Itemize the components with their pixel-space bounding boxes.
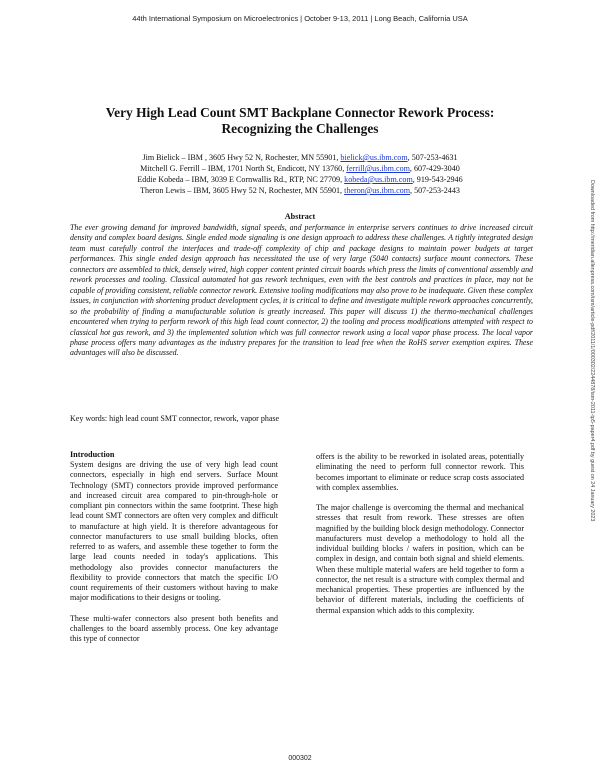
body-paragraph: These multi-wafer connectors also present both benefits and challenges to the board assembly process. One key advantage this type of connector	[70, 613, 278, 643]
title-line-1: Very High Lead Count SMT Backplane Connector Rework Process:	[105, 105, 495, 120]
keywords: Key words: high lead count SMT connector, rework, vapor phase	[70, 414, 280, 423]
author-email-link[interactable]: ferrill@us.ibm.com	[346, 164, 410, 173]
title-line-2: Recognizing the Challenges	[221, 121, 379, 136]
conference-header: 44th International Symposium on Microelectronics | October 9-13, 2011 | Long Beach, California USA	[132, 14, 468, 23]
body-paragraph: System designs are driving the use of very high lead count connectors, especially in high end servers. Surface Mount Technology (SMT) connectors provide improved performance and increased circuit area compared to pin-through-hole or compliant pin connectors within the same footprint. These high lead count SMT connectors are often very complex and difficult to manufacture at high yield. It is therefore advantageous for connector manufacturers to use small building blocks, often referred to as wafers, and assemble these together to form the large lead counts needed in today's applications. This methodology also provides connector manufacturers the flexibility to provide connectors that match the specific I/O count requirements of their customers without having to make major modifications to their designs or tooling.	[70, 460, 278, 603]
author-line: Jim Bielick – IBM , 3605 Hwy 52 N, Rochester, MN 55901, bielick@us.ibm.com, 507-253-4631	[142, 153, 458, 162]
abstract-text: The ever growing demand for improved bandwidth, signal speeds, and performance in enterprise servers continues to drive increased circuit density and complex board designs. Single ended mode signaling is one design approach to address these challenges. A tightly integrated design team must carefully control the interfaces and trade-off complexity of chip and package designs to maintain power budgets at target performances. This single ended design approach has necessitated the use of very large (5040 contacts) surface mount connectors. These connectors are assembled to thick, densely wired, high copper content printed circuit boards which press the limits of conventional assembly and rework processes and tooling. Classical automated hot gas rework techniques, even with the best controls and practices in place, may not be capable of providing consistent, reliable connector rework. Extensive tooling modifications may also prove to be inadequate. Given these complex issues, in conjunction with shortening product development cycles, it is critical to define and investigate multiple rework approaches concurrently, so the probability of finding a manufacturable solution is greatly increased. This paper will discuss 1) the thermo-mechanical challenges encountered when trying to perform rework of this high lead count connector, 2) the tooling and process modifications attempted with respect to classical hot gas rework, and 3) the implemented solution which was full connector rework using a local vapor phase process. The local vapor phase process offers many advantages as the industry prepares for the transition to lead free when the RoHS server exemption expires. These advantages will also be discussed.	[70, 223, 533, 358]
body-paragraph: offers is the ability to be reworked in isolated areas, potentially eliminating the need to perform full connector rework. This becomes important to eliminate or reduce scrap costs associated with complex assemblies.	[316, 452, 524, 492]
body-paragraph: The major challenge is overcoming the thermal and mechanical stresses that result from rework. These stresses are often magnified by the building block design methodology. Connector manufacturers must develop a methodology to hold all the individual building blocks / wafers in position, which can be complex in design, and contain both signal and shield elements. When these multiple material wafers are held together to form a connector, the net result is a structure with complex thermal and mechanical properties. These properties are influenced by the behavior of different materials, including the coefficients of thermal expansion which adds to this complexity.	[316, 503, 524, 615]
page-number: 000302	[288, 755, 312, 762]
author-email-link[interactable]: bielick@us.ibm.com	[340, 153, 408, 162]
paper-title	[60, 105, 540, 137]
author-email-link[interactable]: theron@us.ibm.com	[344, 186, 411, 195]
author-line: Theron Lewis – IBM, 3605 Hwy 52 N, Rochester, MN 55901, theron@us.ibm.com, 507-253-2443	[140, 186, 460, 195]
author-line: Eddie Kobeda – IBM, 3039 E Cornwallis Rd., RTP, NC 27709, kobeda@us.ibm.com, 919-543-2946	[137, 175, 463, 184]
download-note-text: Downloaded from http://meridian.allenpress.com/ism/article-pdf/2011/1/000302/2244878/ism-2011-tp5-paper4.pdf by guest on 24 January 2023	[589, 180, 595, 522]
right-column	[316, 452, 524, 626]
author-line: Mitchell G. Ferrill – IBM, 1701 North St, Endicott, NY 13760, ferrill@us.ibm.com, 607-429-3040	[140, 164, 460, 173]
left-column	[70, 450, 278, 654]
author-list	[40, 152, 560, 196]
author-email-link[interactable]: kobeda@us.ibm.com	[344, 175, 413, 184]
download-note	[587, 180, 595, 600]
introduction-heading: Introduction	[70, 450, 115, 459]
abstract-heading: Abstract	[284, 212, 316, 221]
